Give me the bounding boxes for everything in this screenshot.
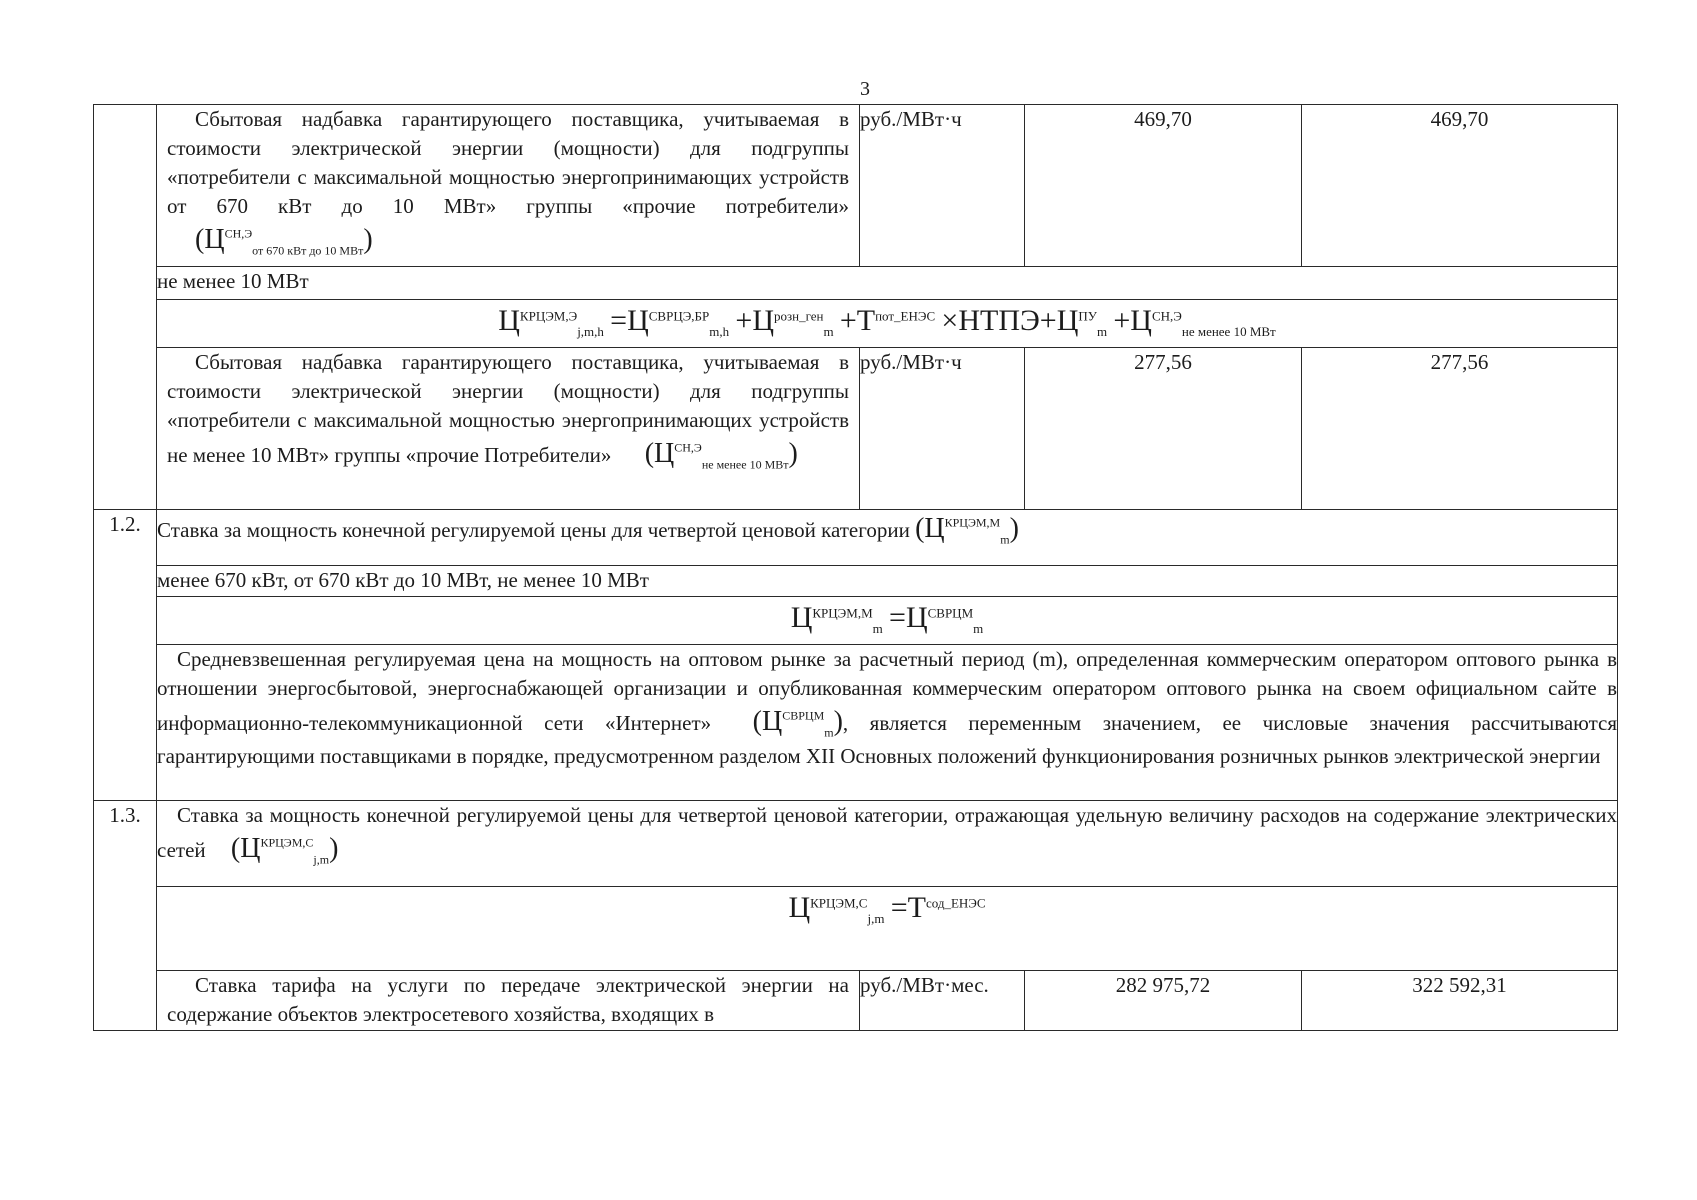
description-cell (157, 348, 860, 510)
formula-symbol: $(Ц^{СН,Э}_{от 670 кВт до 10 МВт})$ (195, 223, 373, 258)
formula-cell (157, 597, 1618, 645)
table-row (94, 597, 1618, 645)
row-description: Сбытовая надбавка гарантирующего поставщика, учитываемая в стоимости электрической энергии (мощности) для подгруппы «потребители с максимальной мощностью энергопринимающих устройств не менее 10 МВт» группы «прочие Потребители» (167, 350, 849, 467)
description-cell (157, 105, 860, 267)
section-number: 1.2. (94, 510, 157, 801)
row-description: Сбытовая надбавка гарантирующего поставщика, учитываемая в стоимости электрической энергии (мощности) для подгруппы «потребители с максимальной мощностью энергопринимающих устройств от 670 кВт до 10 МВт» группы «прочие потребители» (167, 107, 849, 218)
formula-krc-m: $Ц^{КРЦЭМ,М}_m =Ц^{СВРЦМ}_m$ (790, 601, 984, 636)
formula-krc-s: $Ц^{КРЦЭМ,С}_{j,m} =Т^{сод\_ЕНЭС}$ (788, 891, 986, 926)
description-cell (157, 971, 860, 1031)
value-cell: 469,70 (1302, 105, 1618, 267)
section-number: 1.3. (94, 801, 157, 1031)
formula-krc-e: $Ц^{КРЦЭМ,Э}_{j,m,h} =Ц^{СВРЦЭ,БР}_{m,h} +Ц^{розн\_ген}_m +Т^{пот\_ЕНЭС}$ $\times НТПЭ+Ц^{ПУ}_m +Ц^{СН,Э}_{не менее 10 МВт}$ (498, 304, 1276, 339)
section-title: Ставка за мощность конечной регулируемой цены для четвертой ценовой категории $(Ц^{КРЦЭМ,М}_m)$ (157, 510, 1618, 566)
tariff-table (93, 104, 1618, 1031)
section-title: Ставка за мощность конечной регулируемой цены для четвертой ценовой категории, отражающая удельную величину расходов на содержание электрических сетей $(Ц^{КРЦЭМ,С}_{j,m})$ (157, 801, 1618, 887)
formula-symbol: $(Ц^{КРЦЭМ,С}_{j,m})$ (230, 832, 339, 867)
value-cell: 277,56 (1025, 348, 1302, 510)
value-cell: 322 592,31 (1302, 971, 1618, 1031)
value-cell: 282 975,72 (1025, 971, 1302, 1031)
formula-cell (157, 300, 1618, 348)
page-number: 3 (860, 78, 870, 100)
unit-cell: руб./МВт·ч (860, 105, 1025, 267)
group-label: менее 670 кВт, от 670 кВт до 10 МВт, не менее 10 МВт (157, 566, 1618, 597)
row-description: Ставка тарифа на услуги по передаче электрической энергии на содержание объектов электросетевого хозяйства, входящих в (167, 973, 849, 1026)
table-row (94, 267, 1618, 300)
table-row (94, 566, 1618, 597)
table-row (94, 801, 1618, 887)
table-row (94, 300, 1618, 348)
formula-symbol: $(Ц^{СВРЦМ}_m)$ (752, 705, 843, 740)
formula-symbol: $(Ц^{КРЦЭМ,М}_m)$ (915, 513, 1019, 547)
value-cell: 277,56 (1302, 348, 1618, 510)
description-cell: Средневзвешенная регулируемая цена на мощность на оптовом рынке за расчетный период (m), определенная коммерческим оператором оптового рынка в отношении энергосбытовой, энергоснабжающей организации и опубликованная коммерческим оператором оптового рынка на своем официальном сайте в информационно-телекоммуникационной сети «Интернет» $(Ц^{СВРЦМ}_m)$, является переменным значением, ее числовые значения рассчитываются гарантирующими поставщиками в порядке, предусмотренном разделом XII Основных положений функционирования розничных рынков электрической энергии (157, 645, 1618, 801)
table-row (94, 348, 1618, 510)
value-cell: 469,70 (1025, 105, 1302, 267)
table-row (94, 645, 1618, 801)
unit-cell: руб./МВт·ч (860, 348, 1025, 510)
group-label: не менее 10 МВт (157, 267, 1618, 300)
formula-symbol: $(Ц^{СН,Э}_{не менее 10 МВт})$ (644, 437, 798, 472)
table-row (94, 887, 1618, 971)
formula-cell (157, 887, 1618, 971)
unit-cell: руб./МВт·мес. (860, 971, 1025, 1031)
table-row (94, 510, 1618, 566)
table-row (94, 105, 1618, 267)
table-row (94, 971, 1618, 1031)
number-cell (94, 105, 157, 510)
